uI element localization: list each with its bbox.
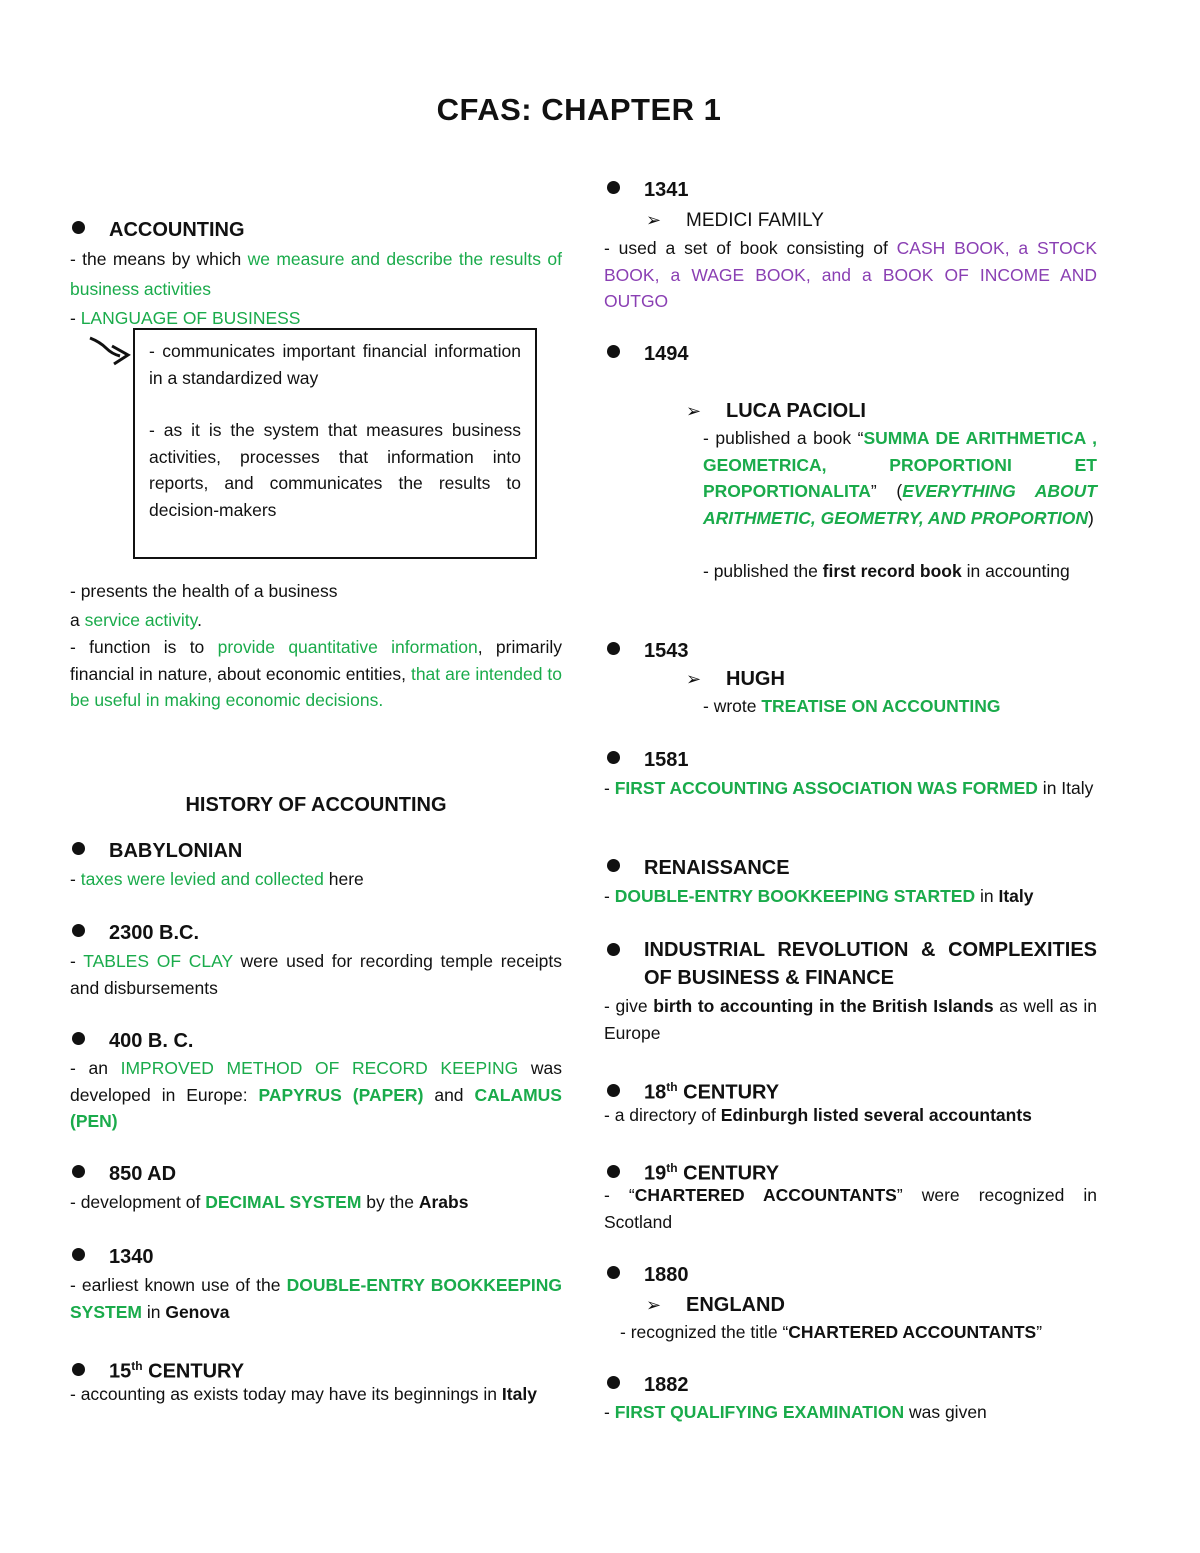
heading-text: 1494 [644, 343, 689, 365]
1341-text [604, 235, 1097, 315]
heading-text: CENTURY [142, 1360, 245, 1383]
highlight-text: FIRST QUALIFYING EXAMINATION [614, 1402, 905, 1422]
heading-text: CENTURY [677, 1081, 780, 1104]
text: ” were recognized in Scotland [604, 1185, 1097, 1232]
text: were used for recording temple receipts and disbursements [70, 951, 562, 998]
400bc-heading [72, 1027, 193, 1055]
bullet-icon [607, 943, 620, 956]
text: - a directory of [604, 1105, 721, 1125]
subheading-text: ENGLAND [686, 1294, 785, 1316]
text: here [323, 869, 364, 889]
superscript: th [666, 1161, 678, 1175]
bullet-icon [607, 1084, 620, 1097]
bold-text: Italy [998, 886, 1034, 906]
1880-text [620, 1319, 1097, 1346]
superscript: th [666, 1080, 678, 1094]
highlight-text: DECIMAL SYSTEM [205, 1192, 362, 1212]
text: a [70, 610, 85, 630]
text: . [197, 610, 202, 630]
highlight-text: service activity [84, 610, 198, 630]
accounting-definition [70, 244, 562, 304]
bullet-icon [607, 859, 620, 872]
health-text: - presents the health of a business [70, 581, 338, 601]
highlight-text: IMPROVED METHOD OF RECORD KEEPING [120, 1058, 519, 1078]
bold-text: CHARTERED ACCOUNTANTS [634, 1185, 897, 1205]
1543-text [703, 693, 1097, 720]
bold-text: Genova [165, 1301, 230, 1322]
superscript: th [131, 1359, 143, 1373]
highlight-text: DOUBLE-ENTRY BOOKKEEPING STARTED [614, 886, 976, 906]
arrowhead-bullet-icon: ➢ [646, 1295, 662, 1315]
section-accounting-heading [72, 216, 245, 244]
bullet-icon [72, 842, 85, 855]
pacioli-subheading [686, 397, 866, 425]
highlight-text: LANGUAGE OF BUSINESS [80, 308, 301, 328]
1882-heading [607, 1371, 689, 1399]
heading-text: 1882 [644, 1374, 689, 1396]
highlight-text: taxes were levied and collected [80, 869, 324, 889]
1340-heading [72, 1243, 154, 1271]
service-activity-text [70, 607, 562, 634]
industrial-text [604, 993, 1097, 1046]
medici-subheading [646, 206, 824, 235]
heading-text: 2300 B.C. [109, 922, 200, 944]
1543-heading [607, 637, 689, 665]
heading-text: INDUSTRIAL REVOLUTION & COMPLEXITIES OF BUSINESS & FINANCE [644, 939, 1097, 989]
heading-text: CENTURY [677, 1162, 780, 1185]
bullet-icon [72, 1363, 85, 1376]
text: - [604, 778, 615, 798]
bullet-icon [72, 221, 85, 234]
bold-text: CHARTERED ACCOUNTANTS [788, 1322, 1037, 1342]
bullet-icon [607, 1165, 620, 1178]
highlight-text: PAPYRUS (PAPER) [258, 1084, 424, 1105]
text: - published the [703, 561, 823, 581]
hugh-subheading [686, 665, 785, 693]
1882-text [604, 1399, 1097, 1426]
history-title: HISTORY OF ACCOUNTING [185, 794, 447, 816]
highlight-text: FIRST ACCOUNTING ASSOCIATION WAS FORMED [614, 778, 1038, 798]
text: in [141, 1301, 166, 1322]
text: - “ [604, 1185, 635, 1205]
heading-text: 1581 [644, 749, 689, 771]
subheading-text: HUGH [726, 668, 785, 690]
heading-text: 15 [109, 1360, 132, 1383]
text: by the [361, 1192, 419, 1212]
850ad-text [70, 1189, 562, 1216]
arrowhead-bullet-icon: ➢ [646, 210, 662, 230]
text: - [70, 308, 81, 328]
1494-heading [607, 340, 689, 368]
bullet-icon [72, 1032, 85, 1045]
callout-text-1: - communicates important financial information in a standardized way [149, 341, 521, 388]
text: was developed in Europe: [70, 1058, 563, 1105]
heading-text: 850 AD [109, 1163, 177, 1185]
text: - earliest known use of the [70, 1275, 287, 1295]
heading-text: 19 [644, 1162, 667, 1185]
bullet-icon [607, 642, 620, 655]
highlight-text: that are intended to be useful in making economic decisions. [70, 663, 562, 710]
heading-text: 1341 [644, 179, 689, 201]
text: - [604, 1402, 615, 1422]
bullet-icon [607, 751, 620, 764]
bold-text: first record book [822, 561, 962, 581]
text: - [604, 886, 615, 906]
bullet-icon [607, 1266, 620, 1279]
highlight-text: SUMMA DE ARITHMETICA , GEOMETRICA, PROPORTIONI ET PROPORTIONALITA [703, 428, 1097, 501]
2300bc-text [70, 948, 562, 1001]
highlight-text: EVERYTHING ABOUT ARITHMETIC, GEOMETRY, AND PROPORTION [703, 481, 1097, 528]
callout-text-2: - as it is the system that measures business activities, processes that information into reports, and communicates the results to decision-makers [149, 420, 521, 520]
400bc-text [70, 1055, 562, 1135]
text: - used a set of book consisting of [604, 238, 897, 258]
england-subheading [646, 1291, 785, 1319]
callout-box [133, 328, 537, 559]
curved-arrow-icon [86, 334, 132, 368]
bullet-icon [607, 181, 620, 194]
arrowhead-bullet-icon: ➢ [686, 401, 702, 421]
text: as well as in Europe [604, 996, 1097, 1043]
highlight-text: TABLES OF CLAY [83, 951, 233, 971]
text: - function is to [70, 637, 218, 657]
text: - give [604, 996, 654, 1016]
heading-text: RENAISSANCE [644, 857, 790, 879]
bold-text: birth to accounting in the British Islands [653, 996, 994, 1016]
text: - development of [70, 1192, 206, 1212]
850ad-heading [72, 1160, 176, 1188]
1581-text [604, 775, 1097, 802]
babylonian-heading [72, 837, 242, 865]
industrial-heading [607, 936, 1097, 992]
heading-text: 1543 [644, 640, 689, 662]
text: - [70, 869, 81, 889]
highlight-text: provide quantitative information [217, 637, 478, 657]
subheading-text: LUCA PACIOLI [726, 400, 866, 422]
subheading-text: MEDICI FAMILY [686, 210, 824, 231]
text: - the means by which [70, 249, 248, 269]
text: ) [1088, 507, 1094, 528]
heading-text: 1880 [644, 1264, 689, 1286]
highlight-text: TREATISE ON ACCOUNTING [761, 696, 1001, 716]
heading-text: BABYLONIAN [109, 840, 243, 862]
text: - an [70, 1058, 121, 1078]
heading-text: 1340 [109, 1246, 154, 1268]
heading-text: 400 B. C. [109, 1030, 194, 1052]
bullet-icon [72, 1165, 85, 1178]
text: and [423, 1084, 475, 1105]
1341-heading [607, 176, 689, 204]
bold-text: Arabs [418, 1192, 469, 1212]
text: in accounting [961, 561, 1070, 581]
1340-text [70, 1272, 562, 1325]
text: - wrote [703, 696, 762, 716]
highlight-text: we measure and describe the results of business activities [70, 249, 562, 299]
text: - [70, 951, 84, 971]
bullet-icon [72, 1248, 85, 1261]
text: ” [1036, 1322, 1043, 1342]
2300bc-heading [72, 919, 199, 947]
heading-text: 18 [644, 1081, 667, 1104]
bold-text: Italy [501, 1384, 537, 1404]
15th-century-text [70, 1381, 562, 1408]
text: in [975, 886, 999, 906]
bullet-icon [72, 924, 85, 937]
function-text [70, 634, 562, 714]
highlight-text: CASH BOOK, a STOCK BOOK, a WAGE BOOK, and a BOOK OF INCOME AND OUTGO [604, 238, 1097, 311]
text: , primarily financial in nature, about economic entities, [70, 637, 563, 684]
renaissance-heading [607, 854, 790, 882]
text: was given [904, 1402, 987, 1422]
1880-heading [607, 1261, 689, 1289]
heading-text: ACCOUNTING [109, 219, 245, 241]
text: - published a book “ [703, 428, 864, 448]
bullet-icon [607, 345, 620, 358]
text: - recognized the title “ [620, 1322, 789, 1342]
19th-century-text [604, 1182, 1097, 1235]
highlight-text: CALAMUS (PEN) [70, 1084, 562, 1131]
renaissance-text [604, 883, 1097, 910]
18th-century-text [604, 1102, 1097, 1129]
text: in Italy [1037, 778, 1094, 798]
arrowhead-bullet-icon: ➢ [686, 669, 702, 689]
1494-text [703, 425, 1097, 531]
text: - accounting as exists today may have its beginnings in [70, 1384, 502, 1404]
bullet-icon [607, 1376, 620, 1389]
babylonian-text [70, 866, 562, 893]
1494-text-2 [703, 558, 1097, 585]
1581-heading [607, 746, 689, 774]
highlight-text: DOUBLE-ENTRY BOOKKEEPING SYSTEM [70, 1275, 562, 1322]
text: ” ( [870, 481, 903, 501]
page-title: CFAS: CHAPTER 1 [436, 92, 722, 127]
bold-text: Edinburgh listed several accountants [720, 1105, 1032, 1125]
